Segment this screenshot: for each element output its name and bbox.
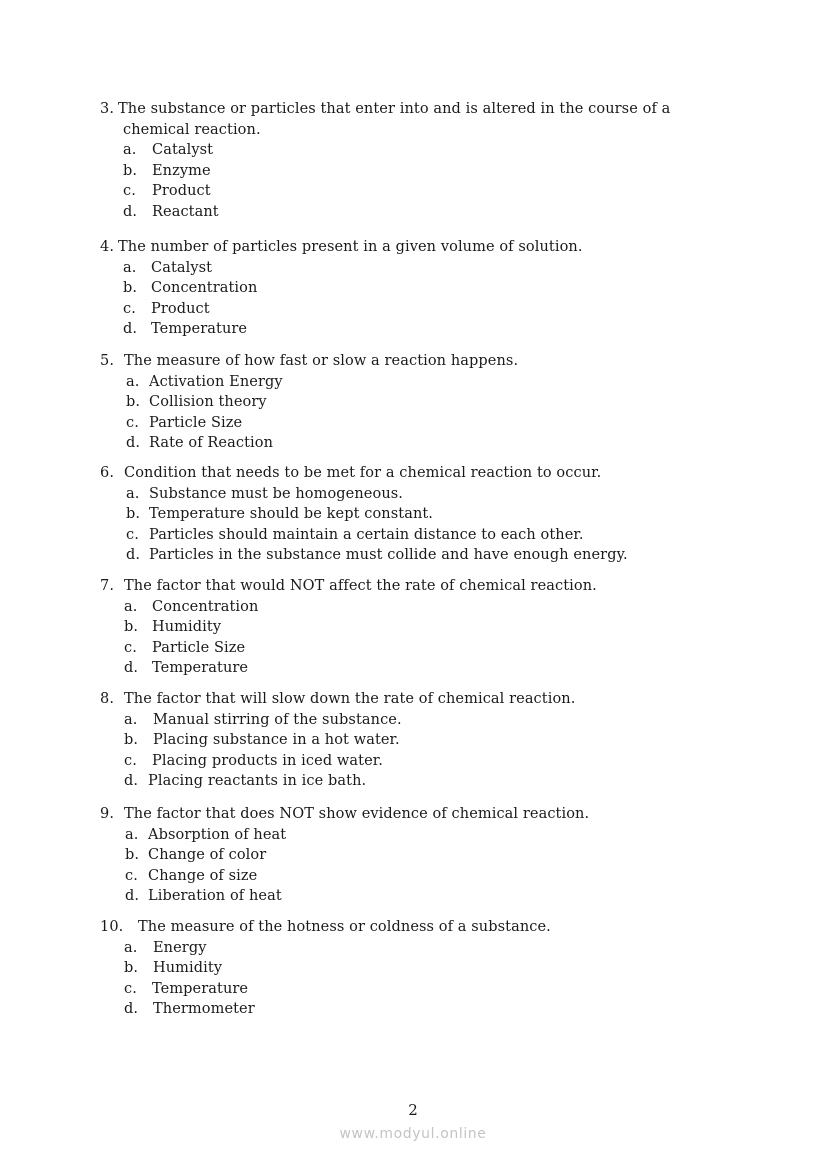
option-a <box>100 710 740 731</box>
option-c <box>100 181 740 202</box>
option-letter: d. <box>126 547 141 564</box>
option-d <box>100 319 740 340</box>
option-d <box>100 999 740 1020</box>
option-text: Temperature should be kept constant. <box>149 506 434 523</box>
option-letter: b. <box>123 280 138 297</box>
question-stem <box>100 917 740 938</box>
option-letter: b. <box>124 732 139 749</box>
option-text: Energy <box>153 939 207 956</box>
option-letter: d. <box>123 203 138 220</box>
option-text: Activation Energy <box>149 373 283 390</box>
option-letter: b. <box>126 394 141 411</box>
option-letter: c. <box>124 980 137 997</box>
option-text: Catalyst <box>151 259 213 276</box>
option-text: Change of color <box>148 847 267 864</box>
option-b <box>100 161 740 182</box>
question-5 <box>100 351 740 454</box>
question-stem <box>100 689 740 710</box>
option-text: Particles in the substance must collide and have enough energy. <box>149 547 628 564</box>
option-letter: d. <box>125 888 140 905</box>
option-c <box>100 638 740 659</box>
option-text: Thermometer <box>153 1001 255 1018</box>
option-text: Temperature <box>152 980 249 997</box>
option-c <box>100 866 740 887</box>
question-text: The factor that would NOT affect the rate of chemical reaction. <box>124 578 597 594</box>
option-text: Change of size <box>148 867 258 884</box>
question-text: The number of particles present in a given volume of solution. <box>118 239 583 255</box>
question-text: The factor that will slow down the rate of chemical reaction. <box>124 691 576 707</box>
option-text: Product <box>152 183 211 200</box>
option-text: Liberation of heat <box>148 888 282 905</box>
option-text: Reactant <box>152 203 219 220</box>
option-letter: c. <box>126 526 139 543</box>
option-c <box>100 413 740 434</box>
option-text: Placing reactants in ice bath. <box>148 773 367 790</box>
option-c <box>100 525 740 546</box>
option-letter: a. <box>124 939 138 956</box>
question-text: The substance or particles that enter into and is altered in the course of a <box>118 101 671 117</box>
option-b <box>100 278 740 299</box>
question-3 <box>100 99 740 223</box>
option-letter: d. <box>124 773 139 790</box>
option-letter: a. <box>123 142 137 159</box>
option-text: Rate of Reaction <box>149 435 274 452</box>
option-letter: a. <box>126 373 140 390</box>
option-text: Enzyme <box>152 162 211 179</box>
option-c <box>100 299 740 320</box>
question-number: 9. <box>100 806 115 822</box>
option-letter: a. <box>124 711 138 728</box>
option-a <box>100 140 740 161</box>
option-letter: a. <box>126 485 140 502</box>
question-6 <box>100 463 740 566</box>
option-letter: b. <box>124 960 139 977</box>
question-text: The factor that does NOT show evidence of chemical reaction. <box>124 806 590 822</box>
option-text: Particle Size <box>149 414 243 431</box>
option-letter: c. <box>125 867 138 884</box>
question-stem <box>100 804 740 825</box>
option-text: Placing substance in a hot water. <box>153 732 400 749</box>
question-stem <box>100 351 740 372</box>
option-letter: b. <box>124 619 139 636</box>
option-b <box>100 845 740 866</box>
option-c <box>100 751 740 772</box>
option-letter: c. <box>124 639 137 656</box>
question-text: Condition that needs to be met for a chemical reaction to occur. <box>124 465 602 481</box>
option-letter: c. <box>123 300 136 317</box>
option-a <box>100 258 740 279</box>
option-letter: c. <box>124 752 137 769</box>
option-letter: d. <box>124 1001 139 1018</box>
option-b <box>100 504 740 525</box>
question-number: 4. <box>100 239 115 255</box>
option-letter: c. <box>123 183 136 200</box>
option-text: Temperature <box>151 321 248 338</box>
option-text: Placing products in iced water. <box>152 752 383 769</box>
question-number: 3. <box>100 101 115 117</box>
option-text: Humidity <box>152 619 222 636</box>
option-a <box>100 484 740 505</box>
option-letter: a. <box>125 826 139 843</box>
question-4 <box>100 237 740 340</box>
option-letter: b. <box>123 162 138 179</box>
option-a <box>100 597 740 618</box>
question-stem <box>100 99 740 120</box>
question-text: The measure of the hotness or coldness of a substance. <box>138 919 551 935</box>
option-a <box>100 938 740 959</box>
question-8 <box>100 689 740 792</box>
option-text: Particle Size <box>152 639 246 656</box>
question-number: 6. <box>100 465 115 481</box>
question-text: The measure of how fast or slow a reaction happens. <box>124 353 519 369</box>
option-d <box>100 202 740 223</box>
option-text: Concentration <box>152 598 259 615</box>
option-letter: b. <box>125 847 140 864</box>
option-text: Absorption of heat <box>148 826 287 843</box>
option-text: Collision theory <box>149 394 267 411</box>
option-d <box>100 886 740 907</box>
question-number: 10. <box>100 919 124 935</box>
option-a <box>100 372 740 393</box>
question-stem <box>100 576 740 597</box>
option-b <box>100 958 740 979</box>
watermark: www.modyul.online <box>339 1126 487 1142</box>
question-number: 7. <box>100 578 115 594</box>
option-letter: d. <box>123 321 138 338</box>
option-text: Substance must be homogeneous. <box>149 485 404 502</box>
question-7 <box>100 576 740 679</box>
question-9 <box>100 804 740 907</box>
option-c <box>100 979 740 1000</box>
option-letter: a. <box>124 598 138 615</box>
option-b <box>100 730 740 751</box>
option-text: Product <box>151 300 210 317</box>
page-number: 2 <box>408 1101 418 1119</box>
option-d <box>100 771 740 792</box>
option-a <box>100 825 740 846</box>
option-letter: a. <box>123 259 137 276</box>
option-text: Particles should maintain a certain distance to each other. <box>149 526 584 543</box>
option-text: Catalyst <box>152 142 214 159</box>
option-d <box>100 545 740 566</box>
option-text: Manual stirring of the substance. <box>153 711 402 728</box>
option-b <box>100 392 740 413</box>
question-10 <box>100 917 740 1020</box>
question-text-continuation: chemical reaction. <box>123 121 261 138</box>
option-letter: c. <box>126 414 139 431</box>
option-text: Humidity <box>153 960 223 977</box>
option-letter: d. <box>126 435 141 452</box>
option-letter: b. <box>126 506 141 523</box>
option-letter: d. <box>124 660 139 677</box>
option-text: Temperature <box>152 660 249 677</box>
option-b <box>100 617 740 638</box>
question-number: 8. <box>100 691 115 707</box>
question-stem <box>100 237 740 258</box>
question-number: 5. <box>100 353 115 369</box>
option-d <box>100 433 740 454</box>
option-d <box>100 658 740 679</box>
option-text: Concentration <box>151 280 258 297</box>
question-stem <box>100 463 740 484</box>
